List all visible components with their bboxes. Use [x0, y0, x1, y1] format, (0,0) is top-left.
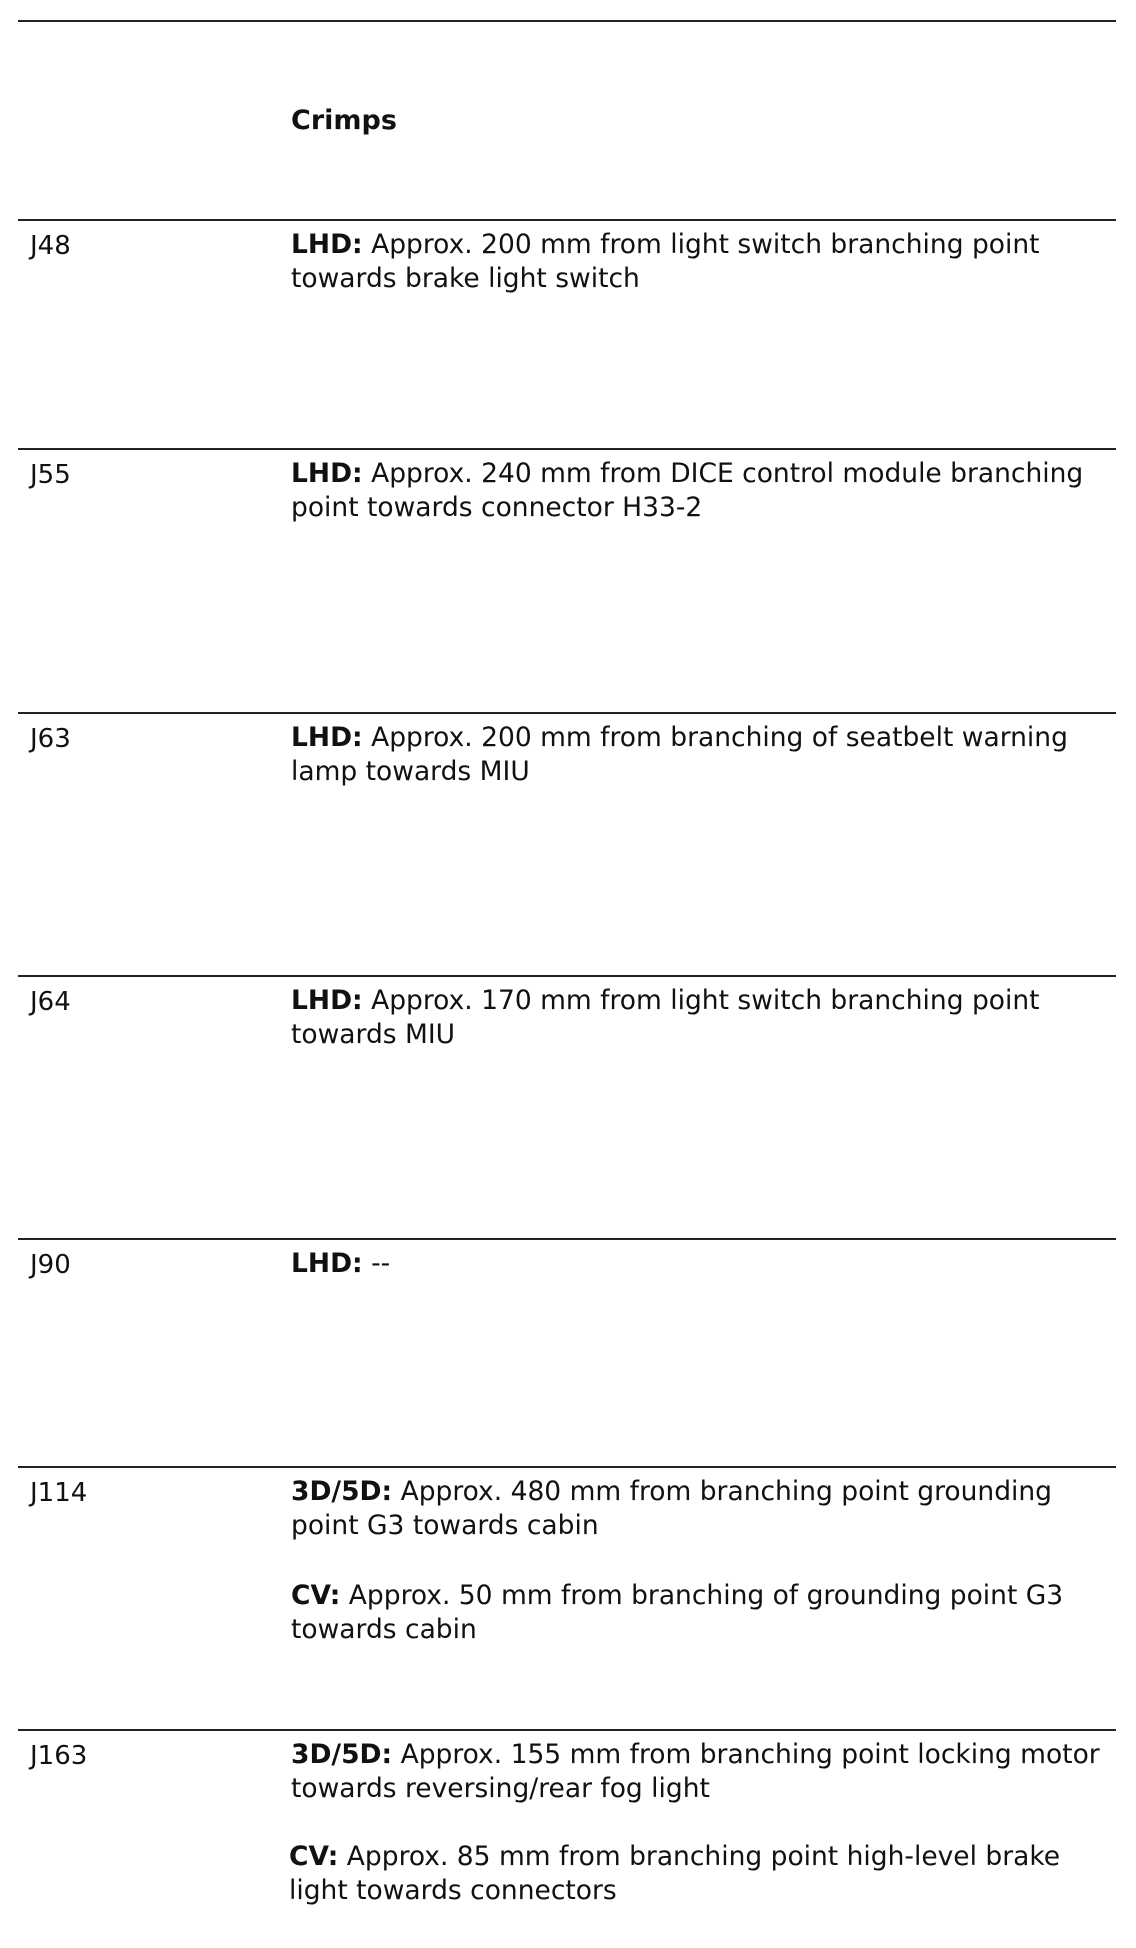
variant-label: LHD:: [291, 985, 363, 1016]
description-text: Approx. 200 mm from branching of seatbelt warning lamp towards MIU: [291, 722, 1068, 787]
row-divider: [18, 448, 1116, 450]
column-header-crimps: Crimps: [291, 105, 397, 136]
crimp-description: [291, 1738, 1116, 1806]
crimp-description: [291, 1475, 1116, 1543]
crimp-code: J48: [30, 231, 71, 261]
variant-label: 3D/5D:: [291, 1739, 393, 1770]
row-divider: [18, 1238, 1116, 1240]
crimp-description: [291, 721, 1116, 789]
crimp-code: J64: [30, 987, 71, 1017]
description-text: Approx. 85 mm from branching point high-level brake light towards connectors: [289, 1841, 1061, 1906]
crimp-code: J163: [30, 1741, 88, 1771]
crimp-description: [291, 1579, 1116, 1647]
crimp-description: [291, 1247, 1116, 1281]
crimp-code: J114: [30, 1478, 88, 1508]
description-text: --: [362, 1248, 391, 1279]
variant-label: LHD:: [291, 229, 363, 260]
description-text: Approx. 170 mm from light switch branching point towards MIU: [291, 985, 1040, 1050]
variant-label: LHD:: [291, 722, 363, 753]
crimp-description: [291, 228, 1116, 296]
row-divider: [18, 1729, 1116, 1731]
table-top-rule: [18, 20, 1116, 22]
description-text: Approx. 50 mm from branching of grounding point G3 towards cabin: [291, 1580, 1064, 1645]
variant-label: 3D/5D:: [291, 1476, 393, 1507]
row-divider: [18, 975, 1116, 977]
crimp-description: [289, 1840, 1114, 1908]
row-divider: [18, 712, 1116, 714]
crimp-description: [291, 457, 1116, 525]
variant-label: LHD:: [291, 458, 363, 489]
variant-label: LHD:: [291, 1248, 363, 1279]
crimp-code: J55: [30, 460, 71, 490]
description-text: Approx. 155 mm from branching point locking motor towards reversing/rear fog light: [291, 1739, 1100, 1804]
variant-label: CV:: [289, 1841, 339, 1872]
crimp-code: J90: [30, 1250, 71, 1280]
row-divider: [18, 1466, 1116, 1468]
description-text: Approx. 200 mm from light switch branching point towards brake light switch: [291, 229, 1040, 294]
row-divider: [18, 219, 1116, 221]
crimp-code: J63: [30, 724, 71, 754]
description-text: Approx. 240 mm from DICE control module branching point towards connector H33-2: [291, 458, 1084, 523]
description-text: Approx. 480 mm from branching point grounding point G3 towards cabin: [291, 1476, 1053, 1541]
crimp-description: [291, 984, 1116, 1052]
variant-label: CV:: [291, 1580, 341, 1611]
